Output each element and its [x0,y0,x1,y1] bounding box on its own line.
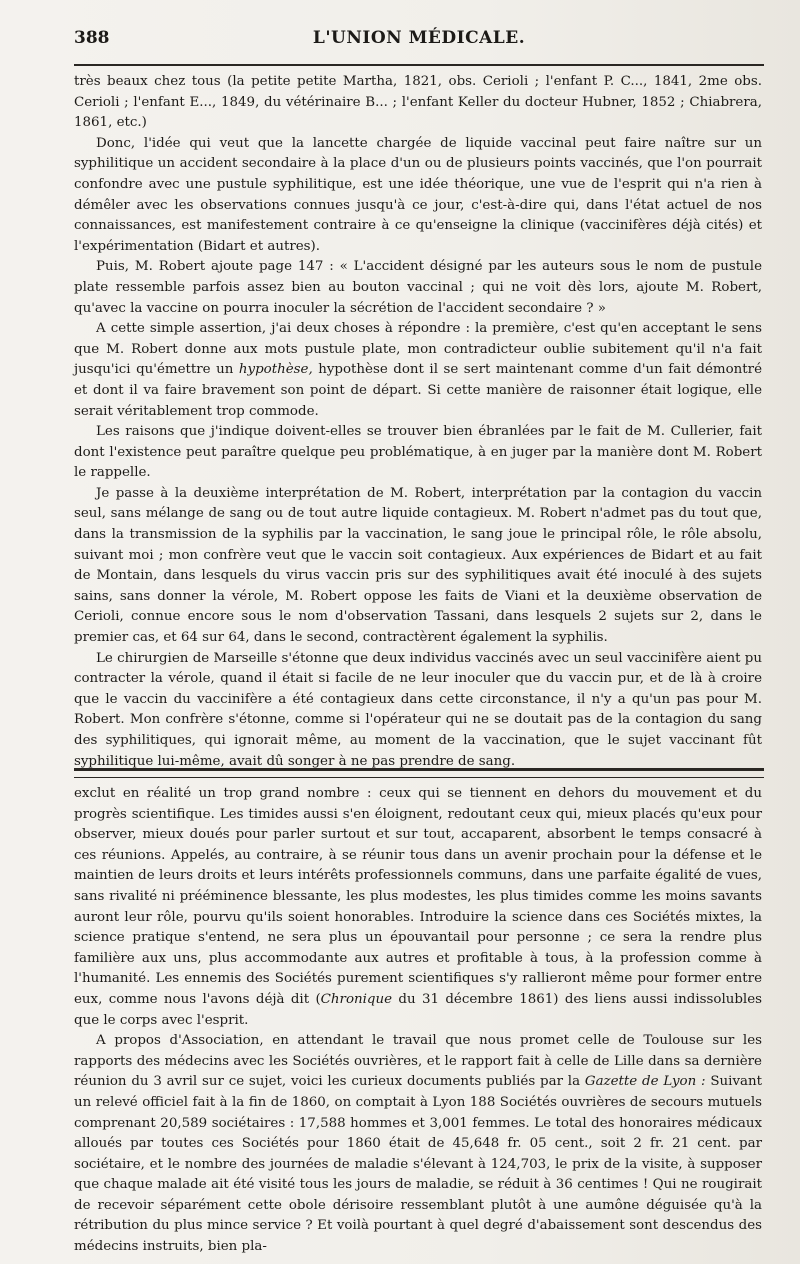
header-rule [74,64,764,66]
feuilleton-body [74,784,762,1258]
article-body [74,72,762,772]
article-paragraph-7: Le chirurgien de Marseille s'étonne que deux individus vaccinés avec un seul vaccinifère aient pu contracter la vérole, quand il était si facile de ne leur inoculer que du vaccin pur, et de là à croire que le vaccin du vaccinifère a été contagieux dans cette circonstance, il n'y a qu'un pas pour M. Robert. Mon confrère s'étonne, comme si l'opérateur qui ne se doutait pas de la contagion du sang des syphilitiques, qui ignorait même, au moment de la vaccination, que le sujet vaccinant fût syphilitique lui-même, avait dû songer à ne pas prendre de sang. [74,650,762,769]
article-paragraph-4-text-a: A cette simple assertion, j'ai deux choses à répondre : la première, c'est qu'en acceptant le sens que M. Robert donne aux mots pustule plate, mon contradicteur oublie subitement qu'il n'a fait jusqu'ici qu'émettre un [74,321,762,378]
article-paragraph-1: très beaux chez tous (la petite petite Martha, 1821, obs. Cerioli ; l'enfant P. C..., 1841, 2me obs. Cerioli ; l'enfant E..., 1849, du vétérinaire B... ; l'enfant Keller du docteur Hubner, 1852 ; Chiabrera, 1861, etc.) [74,74,762,131]
feuilleton-divider [74,768,764,778]
page-header [74,28,764,58]
article-paragraph-6: Je passe à la deuxième interprétation de M. Robert, interprétation par la contagion du vaccin seul, sans mélange de sang ou de tout autre liquide contagieux. M. Robert n'admet pas du tout que, dans la transmission de la syphilis par la vaccination, le sang joue le principal rôle, le rôle absolu, suivant moi ; mon confrère veut que le vaccin soit contagieux. Aux expériences de Bidart et au fait de Montain, dans lesquels du virus vaccin pris sur des syphilitiques avait été inoculé à des sujets sains, sans donner la vérole, M. Robert oppose les faits de Viani et la deuxième observation de Cerioli, connue encore sous le nom d'observation Tassani, dans lesquels 2 sujets sur 2, dans le premier cas, et 64 sur 64, dans le second, contractèrent également la syphilis. [74,485,762,646]
article-paragraph-4 [74,319,762,422]
running-title: L'UNION MÉDICALE. [312,28,526,48]
article-paragraph-3: Puis, M. Robert ajoute page 147 : « L'accident désigné par les auteurs sous le nom de pustule plate ressemble parfois assez bien au bouton vaccinal ; qui ne voit dès lors, ajoute M. Robert, qu'avec la vaccine on pourra inoculer la sécrétion de l'accident secondaire ? » [74,259,762,316]
article-paragraph-2: Donc, l'idée qui veut que la lancette chargée de liquide vaccinal peut faire naître sur un syphilitique un accident secondaire à la place d'un ou de plusieurs points vaccinés, que l'on pourrait confondre avec une pustule syphilitique, est une idée théorique, une vue de l'esprit qui n'a rien à démêler avec les observations connues jusqu'à ce jour, c'est-à-dire qui, dans l'état actuel de nos connaissances, est manifestement contraire à ce qu'enseigne la clinique (vaccinifères déjà cités) et l'expérimentation (Bidart et autres). [74,135,762,254]
feuilleton-paragraph-1 [74,784,762,1031]
article-paragraph-4-italic: hypothèse, [238,362,313,378]
feuilleton-paragraph-1-italic: Chronique [320,991,393,1007]
feuilleton-paragraph-2-text-a: A propos d'Association, en attendant le travail que nous promet celle de Toulouse sur les rapports des médecins avec les Sociétés ouvrières, et le rapport fait à celle de Lille dans sa dernière réunion du 3 avril sur ce sujet, voici les curieux documents publiés par la [74,1033,762,1090]
feuilleton-paragraph-2 [74,1031,762,1258]
feuilleton-paragraph-1-text-a: exclut en réalité un trop grand nombre : ceux qui se tiennent en dehors du mouvement et du progrès scientifique. Les timides aussi s'en éloignent, redoutant ceux qui, mieux placés qu'eux pour observer, mieux doués pour parler surtout et sur tout, accaparent, absorbent le temps consacré à ces réunions. Appelés, au contraire, à se réunir tous dans un avenir prochain pour la défense et le maintien de leurs droits et leurs intérêts professionnels communs, dans une parfaite égalité de vues, sans rivalité ni prééminence blessante, les plus modestes, les plus timides comme les moins savants auront leur rôle, pourvu qu'ils soient honorables. Introduire la science dans ces Sociétés mixtes, la science pratique s'entend, ne sera plus un épouvantail pour personne ; ce sera la rendre plus familière aux uns, plus accommodante aux autres et profitable à tous, à la profession comme à l'humanité. Les ennemis des Sociétés purement scientifiques s'y rallieront même pour former entre eux, comme nous l'avons déjà dit ( [74,786,762,1007]
page-number: 388 [74,28,110,48]
article-paragraph-5: Les raisons que j'indique doivent-elles se trouver bien ébranlées par le fait de M. Cullerier, fait dont l'existence peut paraître quelque peu problématique, à en juger par la manière dont M. Robert le rappelle. [74,424,762,481]
feuilleton-paragraph-2-italic: Gazette de Lyon : [584,1074,706,1090]
feuilleton-paragraph-2-text-b: Suivant un relevé officiel fait à la fin de 1860, on comptait à Lyon 188 Sociétés ouvrières de secours mutuels comprenant 20,589 sociétaires : 17,588 hommes et 3,001 femmes. Le total des honoraires médicaux alloués par toutes ces Sociétés pour 1860 était de 45,648 fr. 05 cent., soit 2 fr. 21 cent. par sociétaire, et le nombre des journées de maladie s'élevant à 124,703, le prix de la visite, à supposer que chaque malade ait été visité tous les jours de maladie, se réduit à 36 centimes ! Qui ne rougirait de recevoir séparément cette obole dérisoire ressemblant plutôt à une aumône déguisée qu'à la rétribution du plus mince service ? Et voilà pourtant à quel degré d'abaissement sont descendus des médecins instruits, bien pla- [74,1074,763,1255]
feuilleton-paragraph-1-text-b: du 31 décembre 1861) des liens aussi indissolubles que le corps avec l'esprit. [74,991,762,1028]
article-paragraph-4-text-b: hypothèse dont il se sert maintenant comme d'un fait démontré et dont il va faire bravement son point de départ. Si cette manière de raisonner était logique, elle serait véritablement trop commode. [74,362,762,419]
